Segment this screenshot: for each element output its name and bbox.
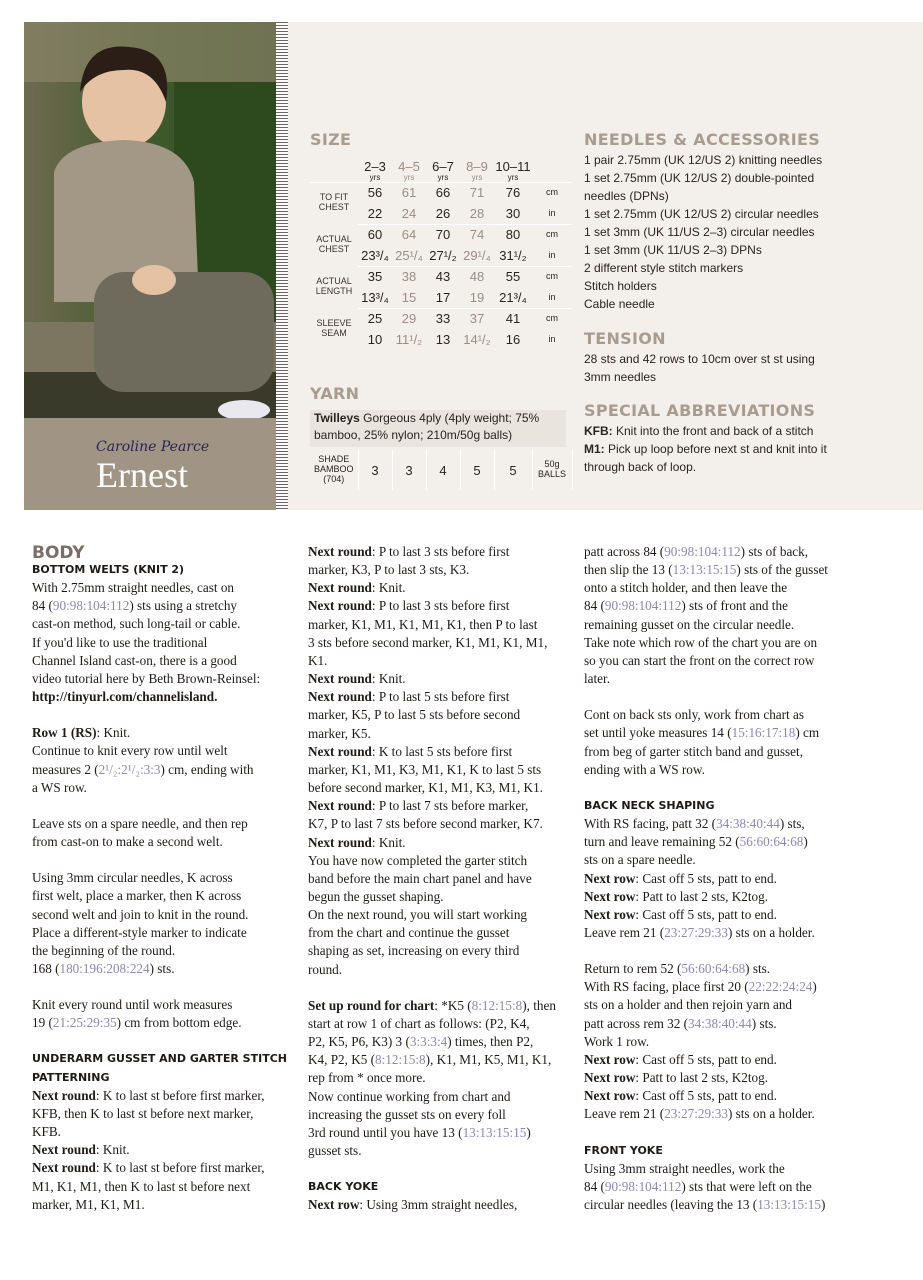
size-heading: SIZE <box>310 130 352 149</box>
tension-line: 28 sts and 42 rows to 10cm over st st using <box>584 352 815 366</box>
yarn-heading: YARN <box>310 384 360 403</box>
needles-line: needles (DPNs) <box>584 189 669 203</box>
needles-line: 1 set 3mm (UK 11/US 2–3) circular needles <box>584 225 815 239</box>
needles-line: Cable needle <box>584 297 655 311</box>
size-header: 2–3 yrs <box>364 158 386 182</box>
row-label: ACTUAL LENGTH <box>315 276 353 296</box>
tension-heading: TENSION <box>584 329 666 348</box>
author-name: Caroline Pearce <box>96 439 210 455</box>
section-heading: BACK NECK SHAPING <box>584 798 715 812</box>
needles-line: 1 set 2.75mm (UK 12/US 2) double-pointed <box>584 171 815 185</box>
abbrev-m1-cont: through back of loop. <box>584 460 697 474</box>
shade-label: SHADE BAMBOO (704) <box>310 450 358 490</box>
body-title: BODY <box>32 543 85 563</box>
balls-unit: 50g BALLS <box>532 450 572 490</box>
yarn-description: Twilleys Gorgeous 4ply (4ply weight; 75% bamboo, 25% nylon; 210m/50g balls) <box>310 410 566 447</box>
section-heading: FRONT YOKE <box>584 1143 663 1157</box>
abbrev-m1: M1: Pick up loop before next st and knit into it <box>584 442 827 456</box>
section-heading: BOTTOM WELTS (KNIT 2) <box>32 563 185 576</box>
pattern-name: Ernest <box>96 455 188 495</box>
size-header: 8–9 yrs <box>466 158 488 182</box>
needles-line: 1 set 2.75mm (UK 12/US 2) circular needles <box>584 207 819 221</box>
row-label: ACTUAL CHEST <box>316 234 352 254</box>
spiral-binding <box>276 22 288 510</box>
size-header: 6–7 yrs <box>432 158 454 182</box>
abbreviations-heading: SPECIAL ABBREVIATIONS <box>584 401 816 420</box>
section-heading: UNDERARM GUSSET AND GARTER STITCH <box>32 1052 287 1066</box>
abbrev-kfb: KFB: Knit into the front and back of a stitch <box>584 424 814 438</box>
needles-line: 1 pair 2.75mm (UK 12/US 2) knitting needles <box>584 153 823 167</box>
child-photo <box>24 22 276 418</box>
row-label: TO FIT CHEST <box>310 182 358 224</box>
yarn-table: SHADE BAMBOO (704) 3 3 4 5 5 50g BALLS <box>310 450 573 490</box>
body-column-1: BODY BOTTOM WELTS (KNIT 2) With 2.75mm straight needles, cast on 84 (90:98:104:112) sts using a stretchy cast-on method, such long-tail or cable. If you'd like to use the traditional Channel Island cast-on, there is a good video tutorial here by Beth Brown-Reinsel: http://tinyurl.com/channelisland. Row 1 (RS): Knit. Continue to knit every row until welt measures 2 (2¹/₂:2¹/₂:3:3) cm, ending with a WS row. Leave sts on a spare needle, and then rep from cast-on to make a second welt. Using 3mm circular needles, K across first welt, place a marker, then K across second welt and join to knit in the round. Place a different-style marker to indicate the beginning of the round. 168 (180:196:208:224) sts. Knit every round until work measures 19 (21:25:29:35) cm from bottom edge. UNDERARM GUSSET AND GARTER STITCH PATTERNING Next round: K to last st before first marker, KFB, then K to last st before next marker, KFB. Next round: Knit. Next round: K to last st before first marker, M1, K1, M1, then K to last st before next marker, M1, K1, M1. <box>32 543 302 1214</box>
tutorial-link[interactable]: http://tinyurl.com/channelisland. <box>32 689 218 705</box>
size-table: 2–3 yrs 4–5 yrs 6–7 yrs 8–9 yrs 10–11 yrs TO FIT CHEST 56 61 66 71 76 cm 22 24 26 28 30 in ACTUAL CHEST 60 64 70 74 80 cm 23³/₄ 25¹/₄ 27¹/₂ 29¹/₄ 31¹/₂ in ACTUAL LENGTH 35 38 43 48 55 cm 13³/₄ 15 17 19 21³/₄ in SLEEVE SEAM 25 29 33 37 41 cm 10 11¹/₂ 13 14¹/₂ 16 in <box>310 154 572 350</box>
row-label: SLEEVE SEAM <box>316 318 352 338</box>
section-heading: BACK YOKE <box>308 1180 379 1194</box>
needles-heading: NEEDLES & ACCESSORIES <box>584 130 821 149</box>
title-block <box>24 418 276 510</box>
body-column-2: Next round: P to last 3 sts before first marker, K3, P to last 3 sts, K3. Next round: Knit. Next round: P to last 3 sts before first marker, K1, M1, K1, M1, K1, then P to last 3 sts before second marker, K1, M1, K1, M1, K1. Next round: Knit. Next round: P to last 5 sts before first marker, K5, P to last 5 sts before second marker, K5. Next round: K to last 5 sts before first marker, K1, M1, K3, M1, K1, K to last 5 sts before second marker, K1, M1, K3, M1, K1. Next round: P to last 7 sts before marker, K7, P to last 7 sts before second marker, K7. Next round: Knit. You have now completed the garter stitch band before the main chart panel and have begun the gusset shaping. On the next round, you will start working from the chart and continue the gusset shaping as set, increasing on every third round. Set up round for chart: *K5 (8:12:15:8), then start at row 1 of chart as follows: (P2, K4, P2, K5, P6, K3) 3 (3:3:3:4) times, then P2, K4, P2, K5 (8:12:15:8), K1, M1, K5, M1, K1, rep from * once more. Now continue working from chart and increasing the gusset sts on every foll 3rd round until you have 13 (13:13:15:15) gusset sts. BACK YOKE Next row: Using 3mm straight needles, <box>308 543 578 1214</box>
needles-line: Stitch holders <box>584 279 657 293</box>
body-column-3: patt across 84 (90:98:104:112) sts of back, then slip the 13 (13:13:15:15) sts of the gusset onto a stitch holder, and then leave the 84 (90:98:104:112) sts of front and the remaining gusset on the circular needle. Take note which row of the chart you are on so you can start the front on the correct row later. Cont on back sts only, work from chart as set until yoke measures 14 (15:16:17:18) cm from beg of garter stitch band and gusset, ending with a WS row. BACK NECK SHAPING With RS facing, patt 32 (34:38:40:44) sts, turn and leave remaining 52 (56:60:64:68) sts on a spare needle. Next row: Cast off 5 sts, patt to end. Next row: Patt to last 2 sts, K2tog. Next row: Cast off 5 sts, patt to end. Leave rem 21 (23:27:29:33) sts on a holder. Return to rem 52 (56:60:64:68) sts. With RS facing, place first 20 (22:22:24:24) sts on a holder and then rejoin yarn and patt across rem 32 (34:38:40:44) sts. Work 1 row. Next row: Cast off 5 sts, patt to end. Next row: Patt to last 2 sts, K2tog. Next row: Cast off 5 sts, patt to end. Leave rem 21 (23:27:29:33) sts on a holder. FRONT YOKE Using 3mm straight needles, work the 84 (90:98:104:112) sts that were left on the circular needles (leaving the 13 (13:13:15:15) <box>584 543 854 1214</box>
size-header: 10–11 yrs <box>495 158 531 182</box>
needles-line: 2 different style stitch markers <box>584 261 744 275</box>
needles-line: 1 set 3mm (UK 11/US 2–3) DPNs <box>584 243 762 257</box>
tension-line: 3mm needles <box>584 370 657 384</box>
size-header: 4–5 yrs <box>398 158 420 182</box>
